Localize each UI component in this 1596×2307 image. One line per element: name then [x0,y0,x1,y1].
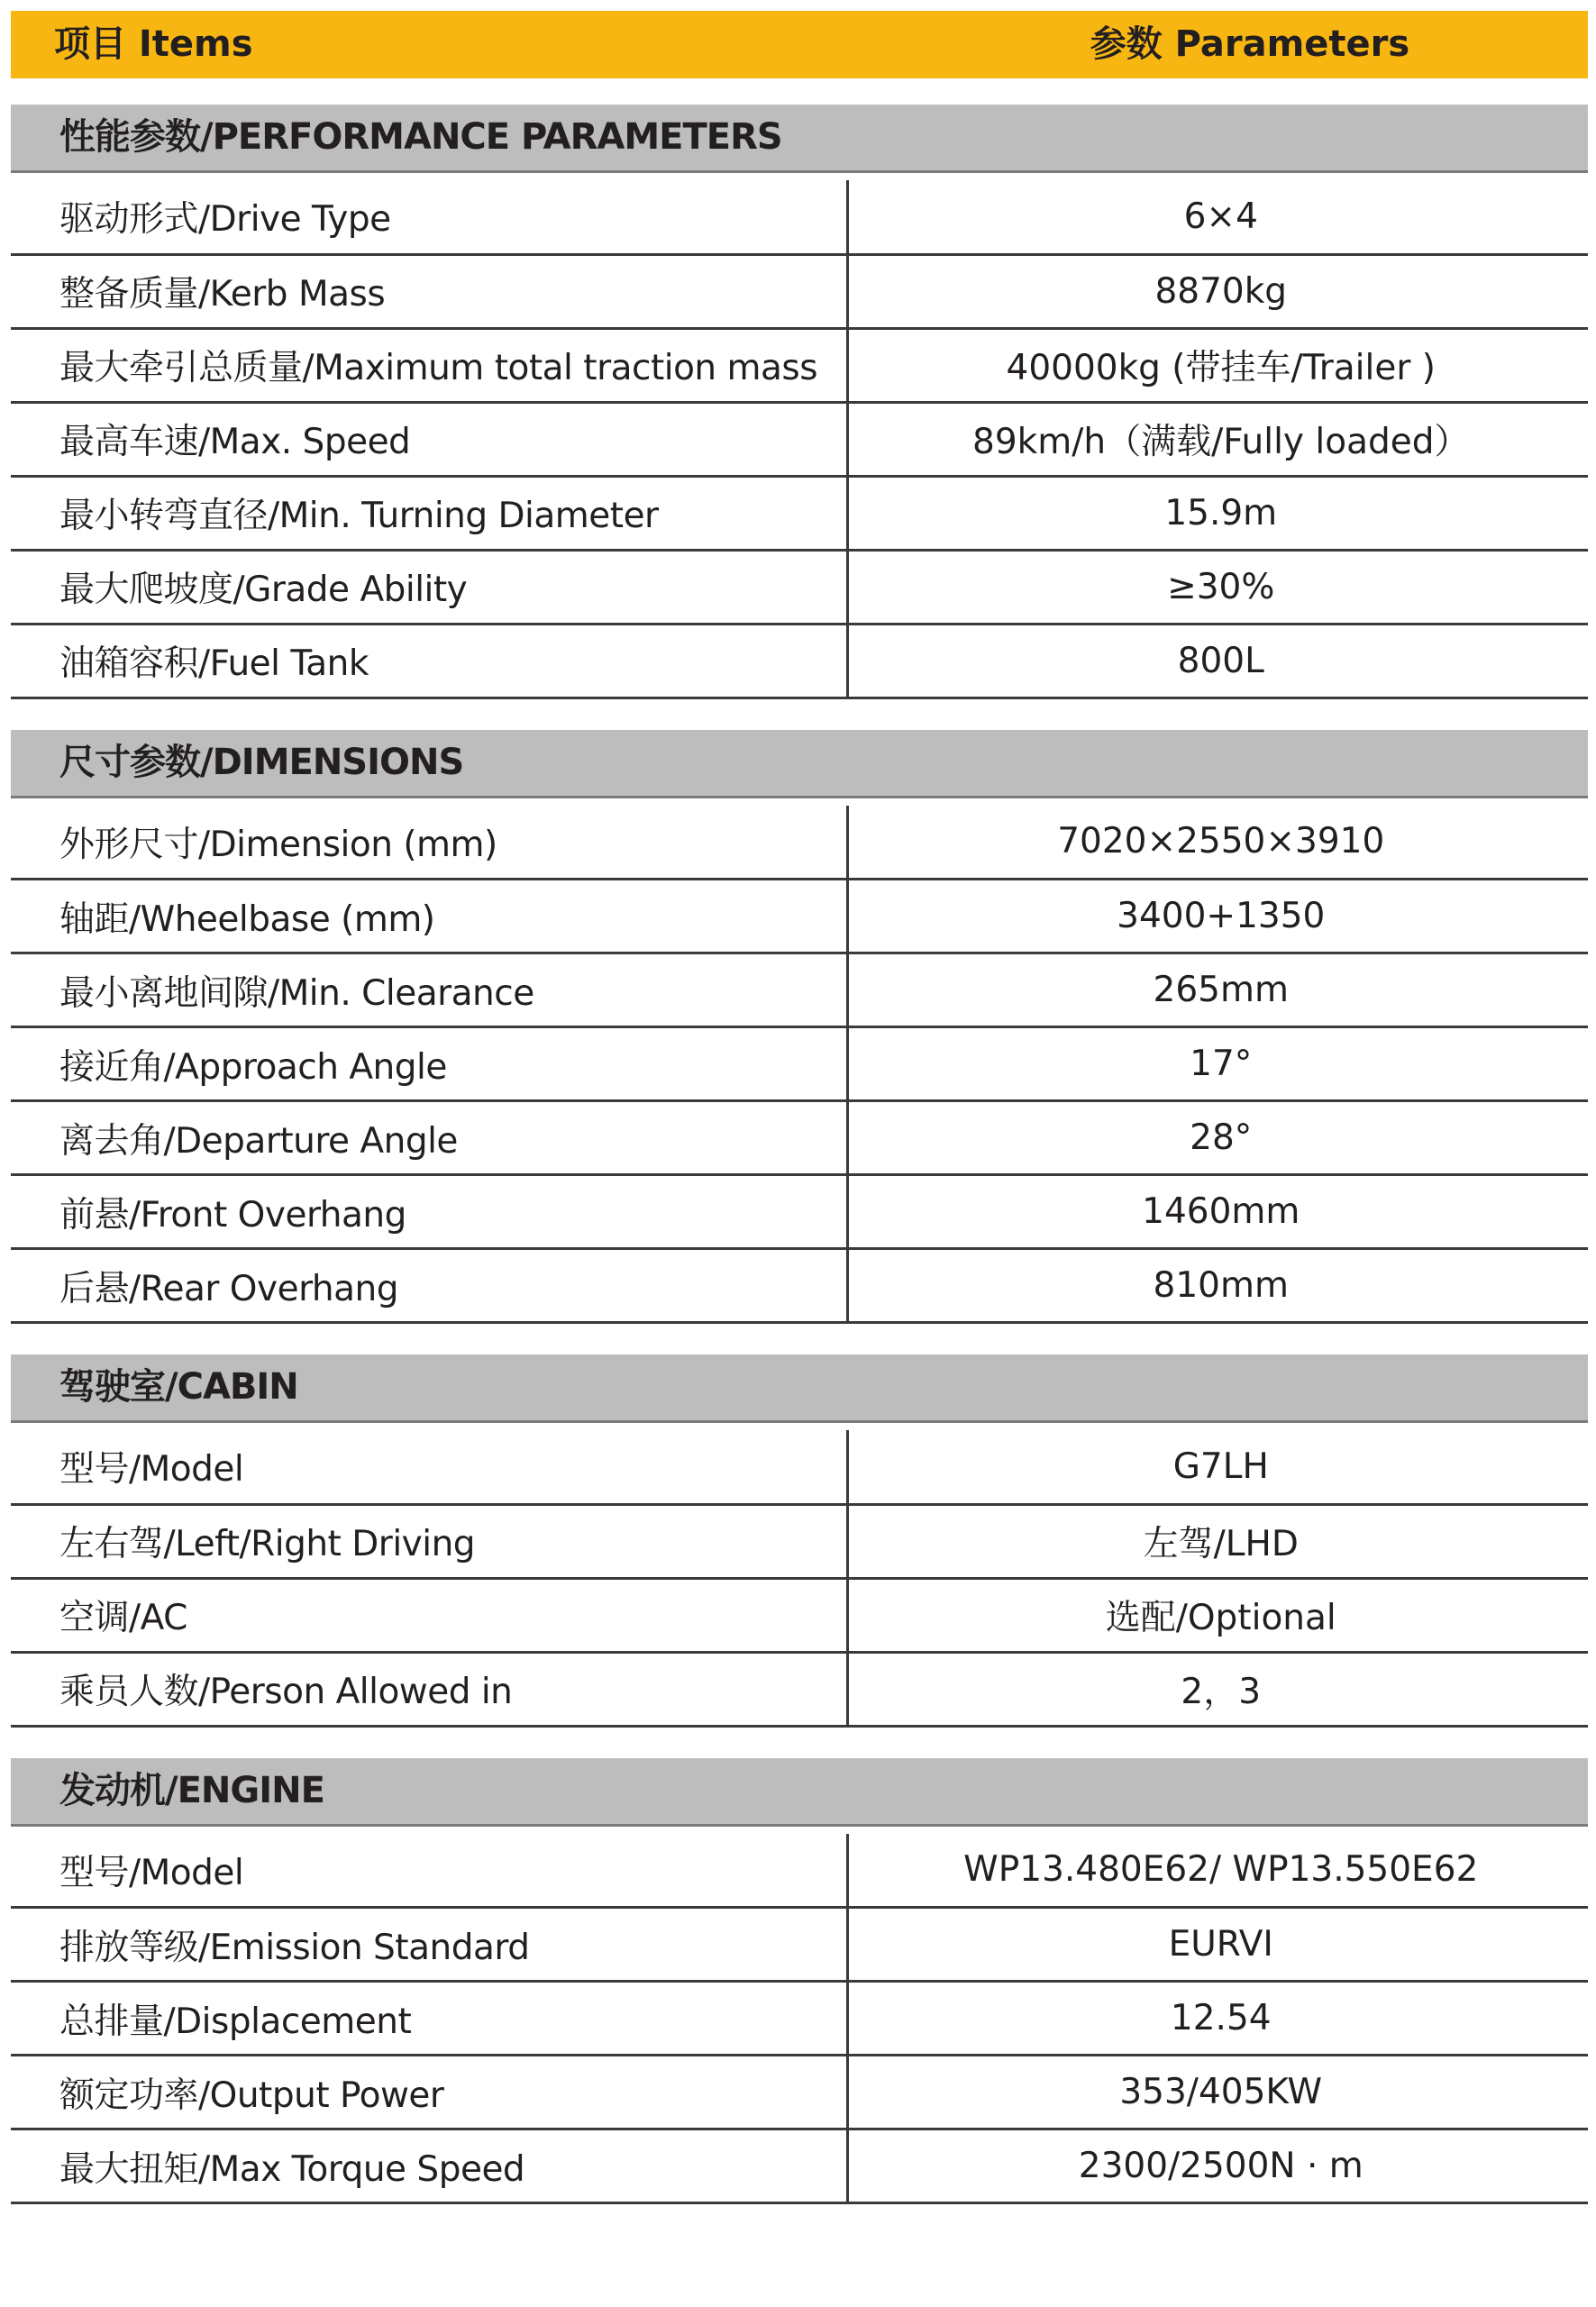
spec-item-label: 整备质量/Kerb Mass [11,254,847,328]
section-title-text: 发动机/ENGINE [59,1769,324,1811]
header-parameters-label: 参数 Parameters [1090,23,1410,65]
table-row [11,1652,1588,1726]
spec-item-value: 2300/2500N · m [847,2129,1588,2203]
spec-item-label: 总排量/Displacement [11,1982,847,2056]
spec-item-label: 驱动形式/Drive Type [11,180,847,254]
spec-item-label: 最大爬坡度/Grade Ability [11,550,847,624]
spec-sections [11,105,1588,2204]
table-header [11,11,1588,78]
table-row [11,476,1588,550]
spec-item-value: 12.54 [847,1982,1588,2056]
spec-item-value: 89km/h（满载/Fully loaded） [847,402,1588,476]
table-row [11,1101,1588,1175]
spec-item-value: 2，3 [847,1652,1588,1726]
table-row [11,953,1588,1027]
table-row [11,1982,1588,2056]
spec-item-value: 8870kg [847,254,1588,328]
spec-item-value: ≥30% [847,550,1588,624]
spec-table [11,806,1588,1325]
spec-item-value: 选配/Optional [847,1578,1588,1652]
spec-item-value: 353/405KW [847,2056,1588,2129]
section-title [11,1354,1588,1423]
spec-item-value: EURVI [847,1908,1588,1982]
spec-item-value: 28° [847,1101,1588,1175]
table-row [11,1834,1588,1908]
spec-item-value: 40000kg (带挂车/Trailer ) [847,328,1588,402]
spec-item-label: 前悬/Front Overhang [11,1175,847,1249]
spec-table [11,1430,1588,1728]
spec-section [11,730,1588,1355]
spec-item-label: 外形尺寸/Dimension (mm) [11,806,847,880]
table-row [11,402,1588,476]
spec-item-label: 最大扭矩/Max Torque Speed [11,2129,847,2203]
table-row [11,180,1588,254]
spec-item-value: 265mm [847,953,1588,1027]
spec-item-value: 1460mm [847,1175,1588,1249]
spec-item-value: 800L [847,624,1588,698]
table-row [11,1908,1588,1982]
spec-section [11,1758,1588,2205]
table-row [11,328,1588,402]
header-items-label: 项目 Items [54,23,253,65]
spec-item-label: 最高车速/Max. Speed [11,402,847,476]
spec-table [11,180,1588,699]
table-row [11,1175,1588,1249]
spec-item-label: 最大牵引总质量/Maximum total traction mass [11,328,847,402]
spec-item-label: 离去角/Departure Angle [11,1101,847,1175]
spec-item-value: 3400+1350 [847,880,1588,953]
spec-section [11,1354,1588,1758]
spec-item-label: 空调/AC [11,1578,847,1652]
spec-item-value: G7LH [847,1430,1588,1504]
table-row [11,1504,1588,1578]
spec-item-value: 7020×2550×3910 [847,806,1588,880]
spec-item-value: 左驾/LHD [847,1504,1588,1578]
spec-item-value: 17° [847,1027,1588,1101]
table-row [11,1249,1588,1323]
spec-item-label: 排放等级/Emission Standard [11,1908,847,1982]
table-row [11,254,1588,328]
table-row [11,2129,1588,2203]
spec-item-label: 接近角/Approach Angle [11,1027,847,1101]
section-title-text: 驾驶室/CABIN [59,1366,298,1408]
spec-item-label: 油箱容积/Fuel Tank [11,624,847,698]
section-title [11,105,1588,173]
table-row [11,2056,1588,2129]
table-row [11,1578,1588,1652]
spec-item-label: 最小转弯直径/Min. Turning Diameter [11,476,847,550]
spec-item-label: 轴距/Wheelbase (mm) [11,880,847,953]
spec-item-label: 后悬/Rear Overhang [11,1249,847,1323]
spec-item-label: 型号/Model [11,1834,847,1908]
table-row [11,880,1588,953]
spec-item-value: 15.9m [847,476,1588,550]
table-row [11,806,1588,880]
table-row [11,1430,1588,1504]
spec-item-label: 最小离地间隙/Min. Clearance [11,953,847,1027]
spec-item-value: 6×4 [847,180,1588,254]
table-row [11,624,1588,698]
section-title [11,1758,1588,1827]
table-row [11,550,1588,624]
spec-section [11,105,1588,730]
section-title-text: 性能参数/PERFORMANCE PARAMETERS [59,116,782,158]
spec-item-label: 型号/Model [11,1430,847,1504]
section-title [11,730,1588,798]
spec-item-label: 额定功率/Output Power [11,2056,847,2129]
spec-item-label: 左右驾/Left/Right Driving [11,1504,847,1578]
spec-item-value: WP13.480E62/ WP13.550E62 [847,1834,1588,1908]
spec-table [11,1834,1588,2205]
spec-item-value: 810mm [847,1249,1588,1323]
spec-item-label: 乘员人数/Person Allowed in [11,1652,847,1726]
spec-sheet [11,11,1588,2204]
table-row [11,1027,1588,1101]
section-title-text: 尺寸参数/DIMENSIONS [59,741,464,783]
